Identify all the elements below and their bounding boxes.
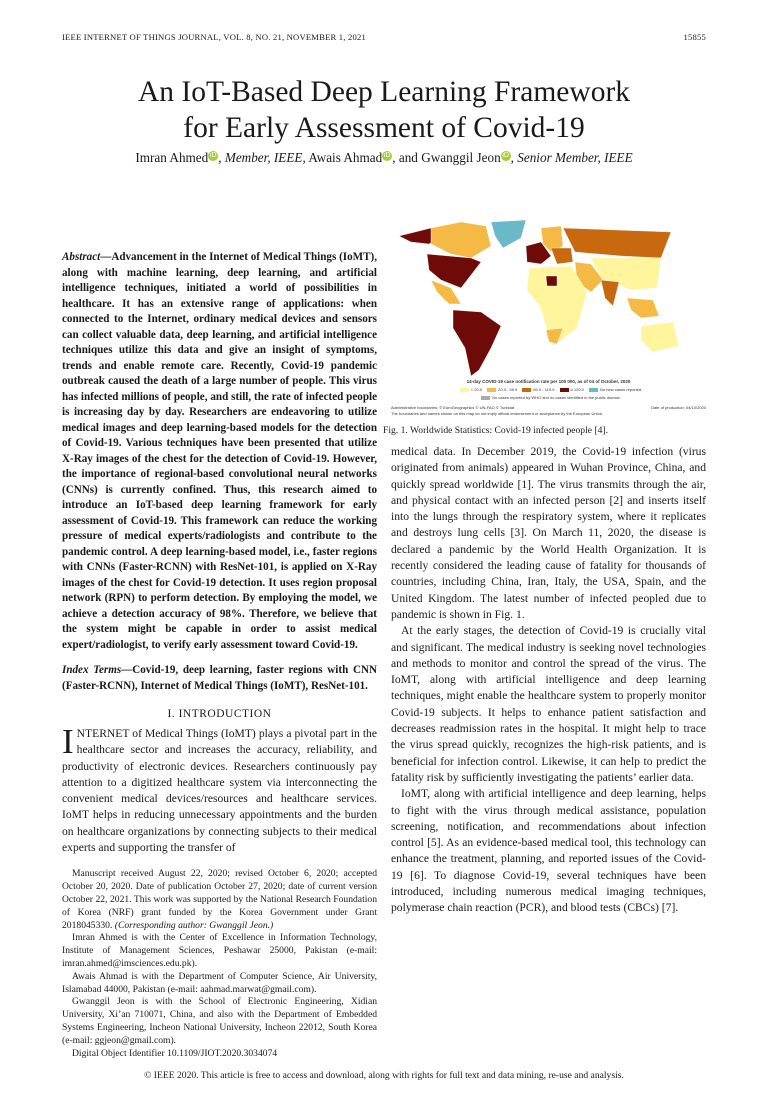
corresponding-author: (Corresponding author: Gwanggil Jeon.) xyxy=(114,919,274,931)
separator: , and xyxy=(392,150,422,165)
legend-label: No cases reported by WHO and no cases identified in the public domain xyxy=(492,395,620,400)
footnote: Digital Object Identifier 10.1109/JIOT.2020.3034074 xyxy=(72,1047,278,1059)
copyright-notice: © IEEE 2020. This article is free to access and download, along with rights for full text and data mining, re-use and analysis. xyxy=(144,1070,624,1082)
intro-paragraph xyxy=(62,722,377,856)
right-column xyxy=(383,218,706,917)
abstract-label: Abstract xyxy=(62,251,101,263)
russia xyxy=(563,228,671,258)
two-column-layout xyxy=(62,218,706,1060)
east-europe xyxy=(551,248,573,264)
legend-item xyxy=(556,387,584,392)
legend-label: 20.0 - 59.9 xyxy=(498,387,518,392)
right-column-text xyxy=(391,444,706,917)
legend-label: ≥ 120.0 xyxy=(570,387,584,392)
footnote: Awais Ahmad is with the Department of Computer Science, Air University, Islamabad 44000, Pakistan (e-mail: aahmad.marwat@gmail.com). xyxy=(62,970,377,995)
southeast-asia xyxy=(627,298,659,318)
legend-swatch xyxy=(487,388,496,392)
footnote: Gwanggil Jeon is with the School of Electronic Engineering, Xidian University, Xi’an 710071, China, and also with the Department of Embedded Systems Engineering, Incheon National University, Incheon 22012, South Korea (e-mail: ggjeon@gmail.com). xyxy=(62,996,377,1046)
legend-swatch xyxy=(560,388,569,392)
figure-1-map xyxy=(391,218,706,417)
drop-cap: I xyxy=(62,722,74,761)
legend-no-cases xyxy=(391,395,706,401)
legend-item xyxy=(483,387,517,392)
map-legend xyxy=(391,387,706,393)
separator: , xyxy=(302,150,309,165)
legend-item xyxy=(585,387,641,392)
map-date: Date of production: 04/10/2020 xyxy=(651,405,706,410)
orcid-icon[interactable]: iD xyxy=(502,151,509,159)
page-number: 15855 xyxy=(683,32,706,42)
left-column xyxy=(62,218,377,1060)
paragraph: medical data. In December 2019, the Covid-19 infection (virus originated from animals) appeared in Wuhan Province, China, and quickly spread worldwide [1]. The virus transmits through the air, and physical contact with an infected person [2] and inserts itself into the lungs through the respiratory system, where it replicates and destroys lung cells [3]. On March 11, 2020, the disease is declared a pandemic by the World Health Organization. It is recently considered the leading cause of fatality for thousands of countries, including China, Iran, Italy, the USA, Spain, and the United Kingdom. The latest number of infected peopled due to pandemic is shown in Fig. 1. xyxy=(391,445,706,621)
intro-text: NTERNET of Medical Things (IoMT) plays a pivotal part in the healthcare sector and increases the accuracy, reliability, and productivity of electronic devices. Researchers continuously pay attention to a digitized healthcare system via interconnecting the convenient medical devices/resources and healthcare services. IoMT helps in reducing unnecessary appointments and the burden on healthcare organizations by connecting subjects to their medical experts and supporting the transfer of xyxy=(62,727,377,855)
footnote xyxy=(62,868,377,932)
page-body xyxy=(62,0,706,1101)
legend-swatch xyxy=(589,388,598,392)
legend-swatch xyxy=(522,388,531,392)
legend-label: < 20.0 xyxy=(470,387,483,392)
title-line: An IoT-Based Deep Learning Framework xyxy=(137,76,631,108)
legend-item xyxy=(456,387,482,392)
paragraph: At the early stages, the detection of Covid-19 is crucially vital and significant. The medical industry is seeking novel technologies and methods to monitor and control the spread of the virus. The IoMT, along with artificial intelligence and deep learning techniques, might enable the healthcare system to properly monitor Covid-19 subjects. It helps to enhance patient satisfaction and decreases readmission rates in the hospital. It might help to trace the virus spread quickly, recognizes the high-risk patients, and is beneficial for infection control. Likewise, it can help to predict the fatality risk by sufficiently investigating the patients’ earlier data. xyxy=(391,624,706,784)
abstract-text: —Advancement in the Internet of Medical Things (IoMT), along with machine learning, deep learning, and artificial intelligence techniques, initiated a world of possibilities in healthcare. It has an extensive range of applications: when connected to the Internet, ordinary medical devices and sensors can collect valuable data, deep learning, and artificial intelligence techniques utilize this data and give an insight of symptoms, trends and enable remote care. Recently, Covid-19 pandemic outbreak caused the death of a large number of people. This virus has infected millions of people, and still, the rate of infected people is increasing day by day. Researchers are endeavoring to utilize medical images and deep learning-based models for the detection of Covid-19. Various techniques have been presented that utilize X-Ray images of the chest for the detection of Covid-19. However, the importance of regional-based convolutional neural networks (CNNs) is currently confined. Thus, this research aimed to introduce an IoT-based deep learning framework for early assessment of Covid-19. This framework can reduce the working pressure of medical experts/radiologists and contribute to the pandemic control. A deep learning-based model, i.e., faster regions with CNNs (Faster-RCNN) with ResNet-101, is applied on X-Ray images of the chest for Covid-19 detection. It uses region proposal network (RPN) to perform detection. By employing the model, we achieve a detection accuracy of 98%. Therefore, we believe that the system might be capable in order to assist medical expert/radiologist, to verify early assessment toward Covid-19. xyxy=(62,251,377,651)
greenland xyxy=(491,220,526,248)
title-line: for Early Assessment of Covid-19 xyxy=(183,112,585,144)
canada xyxy=(431,222,491,258)
legend-swatch xyxy=(460,388,469,392)
abstract xyxy=(62,250,377,653)
footnotes xyxy=(62,868,377,1060)
map-admin: Administrative boundaries: © EuroGeographics © UN-FAO © Turkstat xyxy=(391,405,515,410)
index-terms-text: —Covid-19, deep learning, faster regions with CNN (Faster-RCNN), Internet of Medical Things (IoMT), ResNet-101. xyxy=(62,664,377,692)
orcid-icon[interactable]: iD xyxy=(209,151,217,159)
australia xyxy=(641,322,679,352)
author-name: Gwanggil Jeon xyxy=(421,150,501,165)
paragraph: IoMT, along with artificial intelligence and deep learning, helps to fight with the virus through medical assistance, population screening, notification, and recommendations about infection control [5]. As an evidence-based medical tool, this technology can enhance the treatment, planning, and reported issues of the Covid-19 [6]. To diagnose Covid-19, several techniques have been introduced, including numerous medical imaging techniques, polymerase chain reaction (PCR), and blood tests (CBCs) [7]. xyxy=(391,787,706,915)
orcid-icon[interactable]: iD xyxy=(383,151,391,159)
libya xyxy=(546,276,557,286)
author-role: , Member, IEEE xyxy=(218,150,303,165)
footnote: Imran Ahmed is with the Center of Excellence in Information Technology, Institute of Management Sciences, Peshawar 25000, Pakistan (e-mail: imran.ahmed@imsciences.edu.pk). xyxy=(62,932,377,969)
legend-item xyxy=(518,387,554,392)
map-title: 14-day COVID-19 case notification rate per 100 000, as of 04 of October, 2020 xyxy=(466,379,631,384)
index-terms-label: Index Terms xyxy=(62,664,122,676)
china xyxy=(591,258,661,290)
legend-label: No new cases reported xyxy=(600,387,642,392)
india xyxy=(601,280,619,306)
author-name: Awais Ahmad xyxy=(308,150,383,165)
world-map xyxy=(391,218,706,378)
map-disclaimer: The boundaries and names shown on this map do not imply official endorsement or acceptance by the European Union. xyxy=(391,411,604,416)
figure-caption: Fig. 1. Worldwide Statistics: Covid-19 infected people [4]. xyxy=(383,425,609,436)
author-name: Imran Ahmed xyxy=(135,150,209,165)
section-heading: I. INTRODUCTION xyxy=(167,708,272,720)
footnote-text: Manuscript received August 22, 2020; revised October 6, 2020; accepted October 20, 2020. Date of publication October 27, 2020; date of current version October 22, 2021. This work was supported by the National Research Foundation of Korea (NRF) grant funded by the Korea Government under Grant 2018045330. xyxy=(62,868,377,931)
author-role: , Senior Member, IEEE xyxy=(510,150,633,165)
south-america xyxy=(453,310,501,376)
running-header: IEEE INTERNET OF THINGS JOURNAL, VOL. 8, NO. 21, NOVEMBER 1, 2021 xyxy=(62,32,366,42)
index-terms xyxy=(62,663,377,694)
legend-swatch xyxy=(481,396,490,400)
legend-label: 60.0 - 119.9 xyxy=(533,387,555,392)
